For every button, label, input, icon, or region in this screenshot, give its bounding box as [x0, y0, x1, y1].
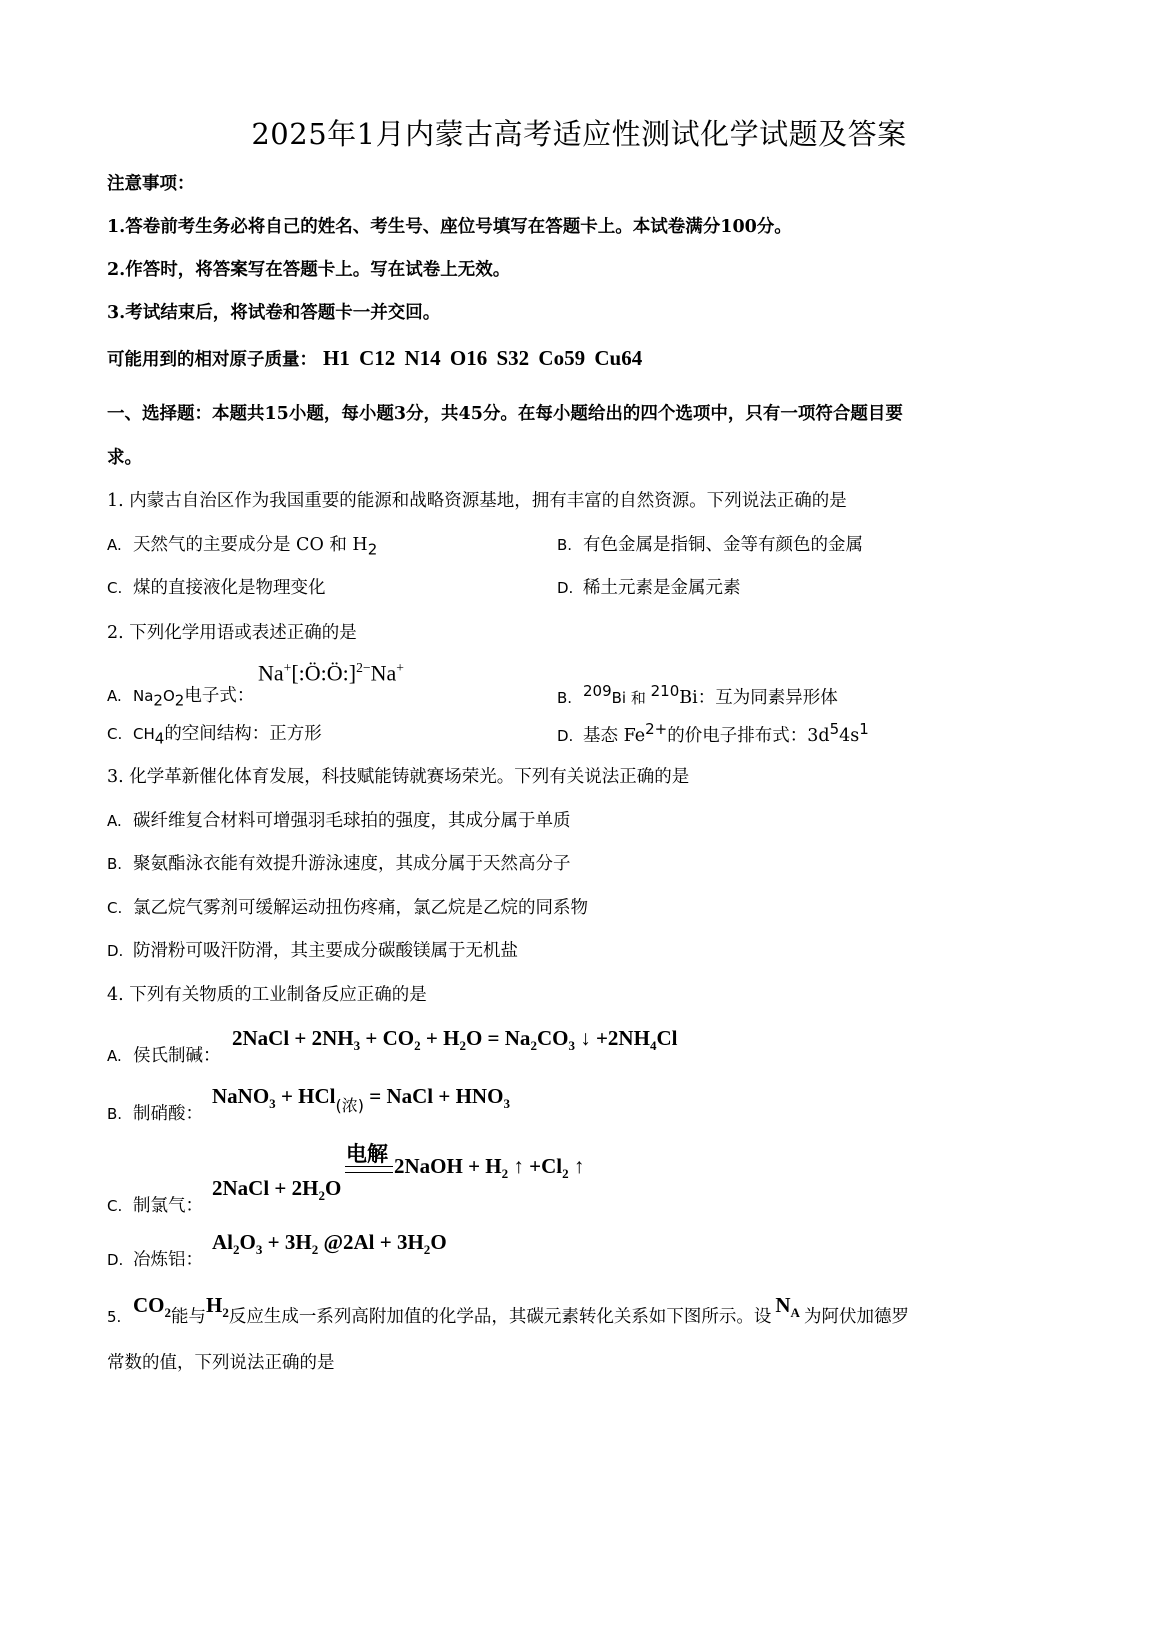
q4-c-reactants: 2NaCl + $2H_2O$: [212, 1176, 342, 1204]
q2-stem: 2. 下列化学用语或表述正确的是: [107, 623, 357, 643]
option-label: C.: [107, 899, 123, 917]
q4-option-b: [107, 1100, 203, 1125]
option-label: C.: [107, 579, 123, 597]
atomic-masses: [107, 346, 642, 371]
q4-option-a: [107, 1042, 221, 1067]
option-label: B.: [557, 536, 573, 554]
q2-option-d: D. 基态 $Fe^{2+}$的价电子排布式：$3d^54s^1$: [557, 720, 869, 746]
q1-option-c: [107, 574, 326, 599]
option-label: D.: [107, 942, 124, 960]
notice-heading: 注意事项：: [107, 174, 195, 194]
option-text: 氯乙烷气雾剂可缓解运动扭伤疼痛，氯乙烷是乙烷的同系物: [133, 898, 588, 918]
q5-stem: 5. $CO_2$能与$H_2$反应生成一系列高附加值的化学品，其碳元素转化关系如下图所示。设 $N_A$ 为阿伏加德罗: [107, 1293, 909, 1327]
q3-stem: 3. 化学革新催化体育发展，科技赋能铸就赛场荣光。下列有关说法正确的是: [107, 767, 690, 787]
option-text: 聚氨酯泳衣能有效提升游泳速度，其成分属于天然高分子: [133, 854, 571, 874]
option-text: Bi：互为同素异形体: [679, 687, 838, 708]
q1-option-d: [557, 574, 741, 599]
option-text: 侯氏制碱：: [133, 1046, 221, 1066]
option-label: B.: [107, 1105, 123, 1123]
option-text: 冶炼铝：: [133, 1250, 203, 1270]
option-text: 稀土元素是金属元素: [583, 578, 741, 598]
option-label: A.: [107, 1047, 122, 1065]
option-label: B.: [107, 855, 123, 873]
option-text: 制氯气：: [133, 1196, 203, 1216]
q3-option-d: [107, 937, 518, 962]
q4-c-condition: 电解: [346, 1142, 388, 1166]
q3-option-a: [107, 807, 571, 832]
q3-option-b: [107, 850, 571, 875]
q4-c-equals-sign: [345, 1166, 393, 1173]
option-text: 电子式：: [184, 686, 255, 706]
option-label: C.: [107, 1197, 123, 1215]
option-text: 碳纤维复合材料可增强羽毛球拍的强度，其成分属于单质: [133, 811, 571, 831]
option-text: 煤的直接液化是物理变化: [133, 578, 326, 598]
option-label: D.: [557, 726, 574, 745]
option-text: 制硝酸：: [133, 1104, 203, 1124]
option-label: A.: [107, 687, 122, 705]
option-text: 防滑粉可吸汗防滑，其主要成分碳酸镁属于无机盐: [133, 941, 518, 961]
q4-c-products: 2NaOH + $H_2$ ↑ $+Cl_2$ ↑: [394, 1154, 585, 1182]
na2o2-electron-formula-image: Na+[:Ö:Ö:]$^{2-}$Na+: [258, 660, 404, 686]
q4-option-c: [107, 1192, 203, 1217]
q1-stem: 1. 内蒙古自治区作为我国重要的能源和战略资源基地，拥有丰富的自然资源。下列说法正确的是: [107, 491, 847, 511]
atomic-masses-label: 可能用到的相对原子质量：: [107, 350, 317, 370]
q2-option-a: A. $Na_2O_2$电子式：: [107, 686, 255, 710]
option-label: D.: [107, 1251, 124, 1269]
q1-option-a: A. 天然气的主要成分是 CO 和 $H_2$: [107, 535, 378, 559]
option-text: 有色金属是指铜、金等有颜色的金属: [583, 535, 863, 555]
q2-option-c: C. $CH_4$的空间结构：正方形: [107, 724, 322, 748]
q4-d-equation: $Al_2O_3 + 3H_2$ @2Al + $3H_2O$: [212, 1230, 447, 1258]
option-label: A.: [107, 536, 122, 554]
q3-option-c: [107, 894, 588, 919]
q1-option-b: [557, 531, 863, 556]
option-label: B.: [557, 688, 573, 707]
atomic-masses-values: H1 C12 N14 O16 S32 Co59 Cu64: [323, 346, 643, 370]
option-text: 天然气的主要成分是 CO 和 H: [133, 535, 368, 555]
q4-b-equation: NaNO$_3$ + HCl$_{(浓)}$ = NaCl + $HNO_3$: [212, 1084, 510, 1115]
section1-instructions: 一、选择题：本题共15小题，每小题3分，共45分。在每小题给出的四个选项中，只有一项符合题目要: [107, 404, 903, 424]
q4-stem: 4. 下列有关物质的工业制备反应正确的是: [107, 985, 427, 1005]
exam-title: 2025年1月内蒙古高考适应性测试化学试题及答案: [251, 117, 907, 151]
option-label: A.: [107, 812, 122, 830]
q2-option-b: B. $^{209}$Bi 和 $^{210}$Bi：互为同素异形体: [557, 682, 838, 708]
notice-item-3: 3.考试结束后，将试卷和答题卡一并交回。: [107, 303, 441, 323]
q5-stem-line2: 常数的值，下列说法正确的是: [107, 1353, 335, 1373]
q4-a-equation: 2NaCl + $2NH_3 + CO_2 + H_2O = Na_2CO_3$ ↓ $+2NH_4Cl$: [232, 1026, 678, 1054]
option-text: 的空间结构：正方形: [164, 724, 322, 744]
section1-instructions-end: 求。: [107, 448, 142, 468]
option-label: C.: [107, 725, 123, 743]
option-label: D.: [557, 579, 574, 597]
notice-item-2: 2.作答时，将答案写在答题卡上。写在试卷上无效。: [107, 260, 511, 280]
notice-item-1: 1.答卷前考生务必将自己的姓名、考生号、座位号填写在答题卡上。本试卷满分100分。: [107, 217, 792, 237]
q4-option-d: [107, 1246, 203, 1271]
